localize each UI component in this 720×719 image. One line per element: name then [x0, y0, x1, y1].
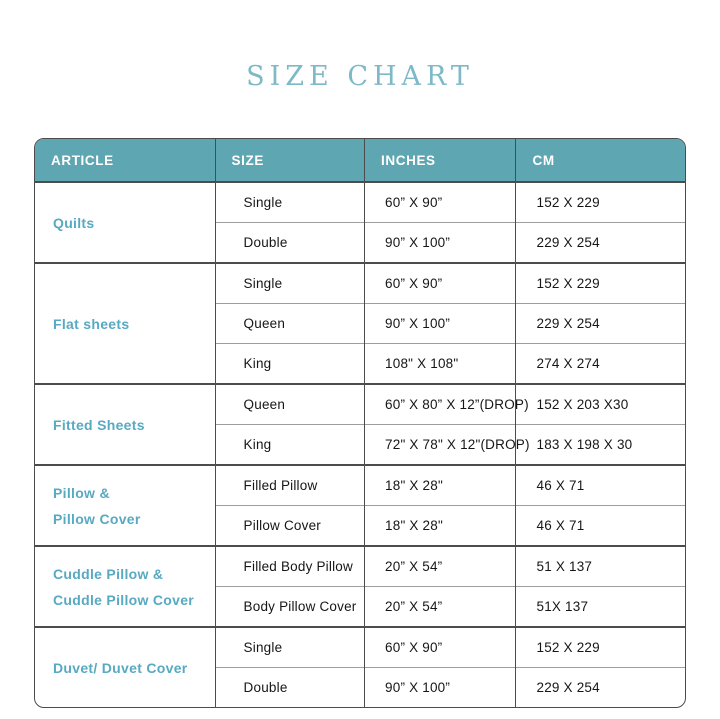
- inches-cell: 90” X 100”: [365, 668, 516, 708]
- table-row: [35, 546, 685, 587]
- cm-cell: 183 X 198 X 30: [516, 425, 685, 466]
- page-title: SIZE CHART: [246, 61, 474, 92]
- size-cell: Pillow Cover: [215, 506, 365, 547]
- inches-cell: 20” X 54”: [365, 587, 516, 628]
- inches-cell: 60” X 90”: [365, 182, 516, 223]
- table-row: [35, 182, 685, 223]
- cm-cell: 274 X 274: [516, 344, 685, 385]
- table-header-row: [35, 139, 685, 182]
- size-cell: Single: [215, 627, 365, 668]
- article-cell: [35, 384, 215, 465]
- article-label-line: Fitted Sheets: [53, 416, 145, 433]
- cm-cell: 152 X 229: [516, 182, 685, 223]
- size-cell: Single: [215, 263, 365, 304]
- column-header-cm: CM: [516, 139, 685, 182]
- cm-cell: 46 X 71: [516, 506, 685, 547]
- size-cell: Filled Pillow: [215, 465, 365, 506]
- size-cell: Double: [215, 223, 365, 264]
- inches-cell: 60” X 90”: [365, 263, 516, 304]
- article-cell: [35, 263, 215, 384]
- table-row: [35, 465, 685, 506]
- column-header-size: SIZE: [215, 139, 365, 182]
- inches-cell: 90” X 100”: [365, 304, 516, 344]
- inches-cell: 60” X 90”: [365, 627, 516, 668]
- inches-cell: 72" X 78" X 12"(DROP): [365, 425, 516, 466]
- article-label-line: Quilts: [53, 214, 95, 231]
- size-cell: Queen: [215, 304, 365, 344]
- cm-cell: 229 X 254: [516, 223, 685, 264]
- cm-cell: 51X 137: [516, 587, 685, 628]
- article-label-line: Pillow Cover: [53, 510, 141, 527]
- cm-cell: 152 X 203 X30: [516, 384, 685, 425]
- column-header-article: ARTICLE: [35, 139, 215, 182]
- size-cell: Body Pillow Cover: [215, 587, 365, 628]
- table-row: [35, 384, 685, 425]
- inches-cell: 18" X 28": [365, 506, 516, 547]
- cm-cell: 51 X 137: [516, 546, 685, 587]
- article-cell: [35, 182, 215, 263]
- size-chart-table-container: [34, 138, 686, 708]
- size-chart-table: [35, 139, 685, 707]
- column-header-inches: INCHES: [365, 139, 516, 182]
- article-label-line: Duvet/ Duvet Cover: [53, 659, 188, 676]
- inches-cell: 108" X 108": [365, 344, 516, 385]
- article-label-line: Cuddle Pillow Cover: [53, 591, 195, 608]
- table-row: [35, 627, 685, 668]
- size-cell: Double: [215, 668, 365, 708]
- size-cell: Single: [215, 182, 365, 223]
- article-cell: [35, 546, 215, 627]
- inches-cell: 18" X 28": [365, 465, 516, 506]
- cm-cell: 229 X 254: [516, 668, 685, 708]
- article-cell: [35, 627, 215, 707]
- cm-cell: 46 X 71: [516, 465, 685, 506]
- cm-cell: 152 X 229: [516, 627, 685, 668]
- inches-cell: 90” X 100”: [365, 223, 516, 264]
- article-label-line: Pillow &: [53, 484, 110, 501]
- article-label-line: Flat sheets: [53, 315, 130, 332]
- inches-cell: 20” X 54”: [365, 546, 516, 587]
- cm-cell: 152 X 229: [516, 263, 685, 304]
- size-cell: Queen: [215, 384, 365, 425]
- size-cell: King: [215, 425, 365, 466]
- article-label-line: Cuddle Pillow &: [53, 565, 164, 582]
- size-cell: King: [215, 344, 365, 385]
- cm-cell: 229 X 254: [516, 304, 685, 344]
- inches-cell: 60” X 80” X 12”(DROP): [365, 384, 516, 425]
- table-row: [35, 263, 685, 304]
- article-cell: [35, 465, 215, 546]
- size-cell: Filled Body Pillow: [215, 546, 365, 587]
